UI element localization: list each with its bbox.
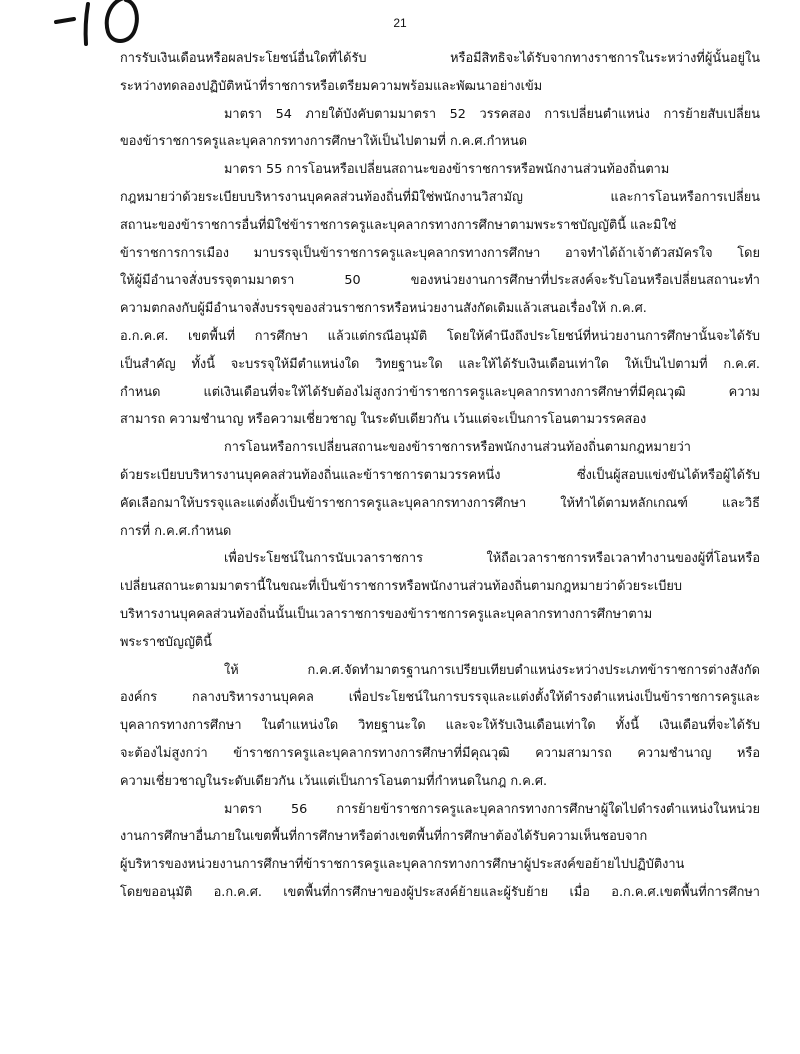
text-line: จะต้องไม่สูงกว่า ข้าราชการครูและบุคลากรทางการศึกษาที่มีคุณวุฒิ ความสามารถ ความชำนาญ หรือ — [120, 746, 760, 761]
page-number: 21 — [393, 16, 407, 30]
text-line: ผู้บริหารของหน่วยงานการศึกษาที่ข้าราชการครูและบุคลากรทางการศึกษาผู้ประสงค์ขอย้ายไปปฏิบัติงาน — [120, 857, 685, 873]
text-line: องค์กร กลางบริหารงานบุคคล เพื่อประโยชน์ในการบรรจุและแต่งตั้งให้ดำรงตำแหน่งเป็นข้าราชการครูและ — [120, 690, 760, 706]
text-line: กฎหมายว่าด้วยระเบียบบริหารงานบุคคลส่วนท้องถิ่นที่มิใช่พนักงานวิสามัญ และการโอนหรือการเปลี่ยน — [120, 190, 760, 205]
text-line: มาตรา 54 ภายใต้บังคับตามมาตรา 52 วรรคสอง การเปลี่ยนตำแหน่ง การย้ายสับเปลี่ยน — [224, 106, 760, 122]
text-line: มาตรา 55 การโอนหรือเปลี่ยนสถานะของข้าราชการหรือพนักงานส่วนท้องถิ่นตาม — [224, 162, 670, 178]
text-line: ความเชี่ยวชาญในระดับเดียวกัน เว้นแต่เป็นการโอนตามที่กำหนดในกฎ ก.ค.ศ. — [120, 773, 548, 789]
text-line: บุคลากรทางการศึกษา ในตำแหน่งใด วิทยฐานะใด และจะให้รับเงินเดือนเท่าใด ทั้งนี้ เงินเดือนที่จะได้รับ — [120, 718, 760, 734]
text-line: พระราชบัญญัตินี้ — [120, 634, 212, 650]
text-line: การโอนหรือการเปลี่ยนสถานะของข้าราชการหรือพนักงานส่วนท้องถิ่นตามกฎหมายว่า — [224, 440, 691, 456]
text-line: ความตกลงกับผู้มีอำนาจสั่งบรรจุของส่วนราชการหรือหน่วยงานสังกัดเดิมแล้วเสนอเรื่องให้ ก.ค.ศ. — [120, 301, 647, 317]
text-line: สามารถ ความชำนาญ หรือความเชี่ยวชาญ ในระดับเดียวกัน เว้นแต่จะเป็นการโอนตามวรรคสอง — [120, 412, 647, 428]
text-line: อ.ก.ค.ศ. เขตพื้นที่ การศึกษา แล้วแต่กรณีอนุมัติ โดยให้คำนึงถึงประโยชน์ที่หน่วยงานการศึกษานั้นจะได้รับ — [120, 329, 760, 344]
text-line: สถานะของข้าราชการอื่นที่มิใช่ข้าราชการครูและบุคลากรทางการศึกษาตามพระราชบัญญัตินี้ และมิใช่ — [120, 217, 677, 233]
text-line: ของข้าราชการครูและบุคลากรทางการศึกษาให้เป็นไปตามที่ ก.ค.ศ.กำหนด — [120, 134, 528, 150]
text-line: เปลี่ยนสถานะตามมาตรานี้ในขณะที่เป็นข้าราชการหรือพนักงานส่วนท้องถิ่นตามกฎหมายว่าด้วยระเบียบ — [120, 579, 683, 595]
text-line: โดยขออนุมัติ อ.ก.ค.ศ. เขตพื้นที่การศึกษาของผู้ประสงค์ย้ายและผู้รับย้าย เมื่อ อ.ก.ค.ศ.เขตพื้นที่การศึกษา — [120, 885, 760, 900]
text-line: กำหนด แต่เงินเดือนที่จะให้ได้รับต้องไม่สูงกว่าข้าราชการครูและบุคลากรทางการศึกษาที่มีคุณวุฒิ ความ — [120, 384, 760, 400]
text-line: การที่ ก.ค.ศ.กำหนด — [120, 523, 232, 539]
text-line: ระหว่างทดลองปฏิบัติหน้าที่ราชการหรือเตรียมความพร้อมและพัฒนาอย่างเข้ม — [120, 78, 543, 94]
text-line: ข้าราชการการเมือง มาบรรจุเป็นข้าราชการครูและบุคลากรทางการศึกษา อาจทำได้ถ้าเจ้าตัวสมัครใจ โดย — [120, 245, 760, 261]
text-line: งานการศึกษาอื่นภายในเขตพื้นที่การศึกษาหรือต่างเขตพื้นที่การศึกษาต้องได้รับความเห็นชอบจาก — [120, 829, 648, 845]
text-line: มาตรา 56 การย้ายข้าราชการครูและบุคลากรทางการศึกษาผู้ใดไปดำรงตำแหน่งในหน่วย — [224, 801, 760, 817]
text-line: บริหารงานบุคคลส่วนท้องถิ่นนั้นเป็นเวลาราชการของข้าราชการครูและบุคลากรทางการศึกษาตาม — [120, 607, 653, 622]
text-line: ให้ผู้มีอำนาจสั่งบรรจุตามมาตรา 50 ของหน่วยงานการศึกษาที่ประสงค์จะรับโอนหรือเปลี่ยนสถานะทำ — [120, 273, 760, 289]
text-line: เป็นสำคัญ ทั้งนี้ จะบรรจุให้มีตำแหน่งใด วิทยฐานะใด และให้ได้รับเงินเดือนเท่าใด ให้เป็นไปตามที่ ก.ค.ศ. — [120, 356, 760, 372]
text-line: คัดเลือกมาให้บรรจุและแต่งตั้งเป็นข้าราชการครูและบุคลากรทางการศึกษา ให้ทำได้ตามหลักเกณฑ์ และวิธี — [120, 495, 760, 511]
text-line: เพื่อประโยชน์ในการนับเวลาราชการ ให้ถือเวลาราชการหรือเวลาทำงานของผู้ที่โอนหรือ — [224, 551, 760, 567]
text-line: การรับเงินเดือนหรือผลประโยชน์อื่นใดที่ได้รับ หรือมีสิทธิจะได้รับจากทางราชการในระหว่างที่ผู้นั้นอยู่ใน — [120, 51, 760, 66]
text-line: ด้วยระเบียบบริหารงานบุคคลส่วนท้องถิ่นและข้าราชการตามวรรคหนึ่ง ซึ่งเป็นผู้สอบแข่งขันได้หรือผู้ได้รับ — [120, 468, 760, 483]
text-line: ให้ ก.ค.ศ.จัดทำมาตรฐานการเปรียบเทียบตำแหน่งระหว่างประเภทข้าราชการต่างสังกัด — [224, 662, 760, 678]
